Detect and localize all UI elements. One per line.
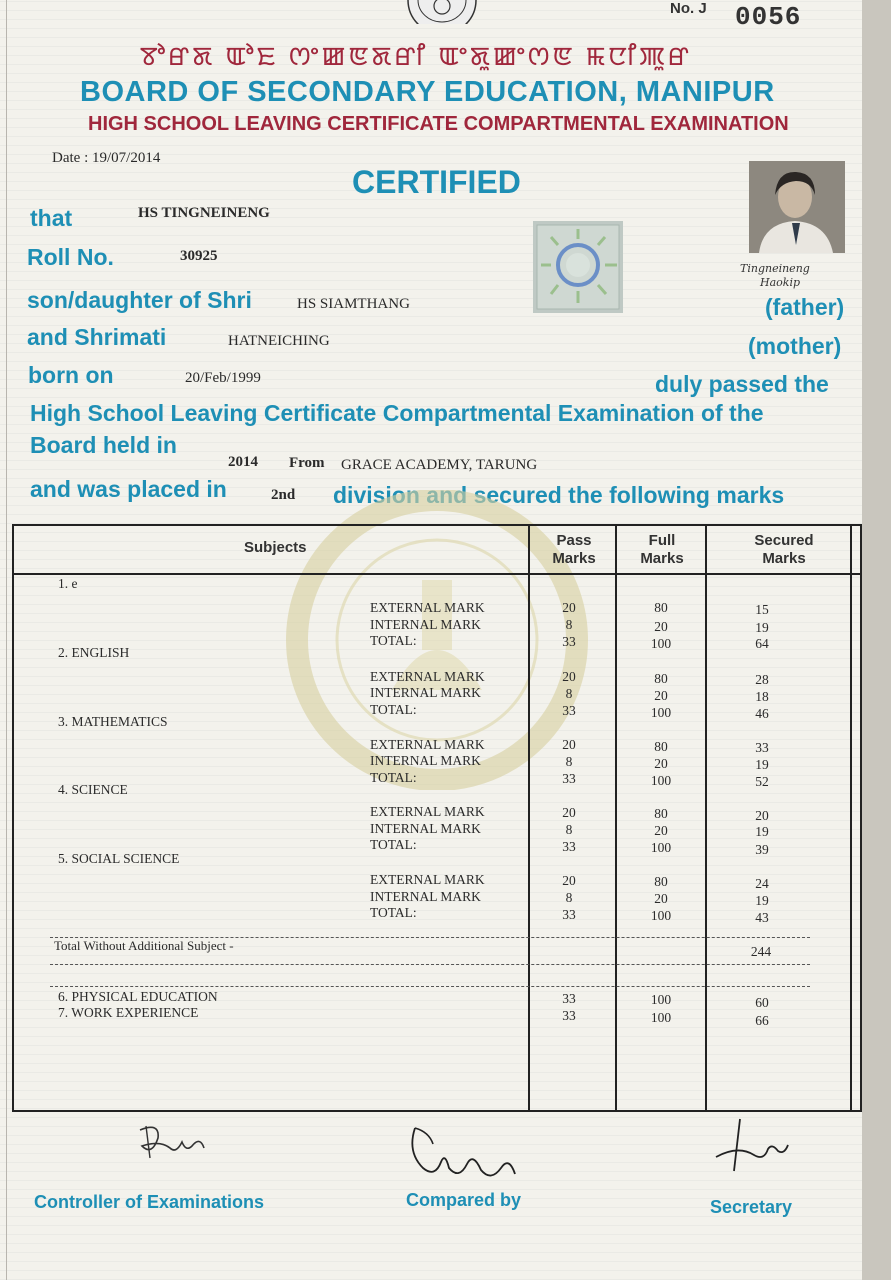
certificate-no-value: 0056 — [735, 2, 802, 32]
header-pass-line2: Marks — [552, 550, 596, 567]
full-mark: 20 — [654, 891, 668, 906]
mark-type-label: TOTAL: — [370, 633, 417, 648]
compared-by-label: Compared by — [406, 1190, 522, 1210]
mark-type-label: INTERNAL MARK — [370, 889, 481, 904]
secretary-label: Secretary — [710, 1197, 793, 1217]
photo-signature-1: Tingneineng — [740, 262, 810, 275]
pass-mark: 33 — [562, 634, 576, 649]
exam-subtitle: HIGH SCHOOL LEAVING CERTIFICATE COMPARTMENTAL EXAMINATION — [88, 113, 789, 135]
son-daughter-label: son/daughter of Shri — [27, 287, 252, 313]
mark-type-label: EXTERNAL MARK — [370, 669, 485, 684]
secured-mark: 46 — [755, 706, 769, 721]
table-divider — [850, 526, 852, 1110]
full-mark: 100 — [650, 705, 672, 720]
pass-mark: 8 — [565, 890, 573, 905]
father-label: (father) — [765, 294, 845, 320]
header-pass-line1: Pass — [556, 532, 592, 549]
date-of-birth: 20/Feb/1999 — [185, 370, 261, 386]
left-border — [6, 0, 7, 1280]
full-mark: 20 — [654, 688, 668, 703]
mark-type-label: EXTERNAL MARK — [370, 872, 485, 887]
issue-date: Date : 19/07/2014 — [52, 150, 161, 166]
pass-mark: 33 — [562, 771, 576, 786]
secured-mark: 19 — [755, 824, 769, 839]
full-mark: 100 — [650, 773, 672, 788]
full-mark: 100 — [650, 840, 672, 855]
exam-line: High School Leaving Certificate Compartmental Examination of the — [30, 400, 764, 426]
that-label: that — [30, 205, 73, 231]
header-secured-line2: Marks — [762, 550, 806, 567]
secured-mark: 24 — [755, 876, 769, 891]
born-on-label: born on — [28, 362, 114, 388]
secured-mark: 39 — [755, 842, 769, 857]
secured-mark: 52 — [755, 774, 769, 789]
subject-name: 3. MATHEMATICS — [58, 714, 168, 729]
pass-mark: 20 — [562, 737, 576, 752]
mark-type-label: EXTERNAL MARK — [370, 804, 485, 819]
pass-mark: 33 — [562, 991, 576, 1006]
header-full-marks — [632, 532, 692, 568]
secured-mark: 15 — [755, 602, 769, 617]
full-mark: 80 — [654, 806, 668, 821]
certified-heading: CERTIFIED — [352, 164, 521, 200]
placed-in-label: and was placed in — [30, 476, 227, 502]
full-mark: 80 — [654, 739, 668, 754]
comparer-signature — [405, 1122, 525, 1184]
secured-mark: 66 — [755, 1013, 769, 1028]
mark-type-label: INTERNAL MARK — [370, 821, 481, 836]
mark-type-label: INTERNAL MARK — [370, 685, 481, 700]
subject-name: 4. SCIENCE — [58, 782, 128, 797]
header-full-line1: Full — [648, 532, 676, 549]
father-name: HS SIAMTHANG — [297, 296, 410, 312]
board-logo-icon — [406, 0, 478, 24]
total-label: Total Without Additional Subject - — [54, 938, 234, 953]
roll-number: 30925 — [180, 248, 218, 264]
full-mark: 100 — [650, 908, 672, 923]
table-divider — [528, 526, 530, 1110]
subject-name: 1. e — [58, 576, 78, 591]
pass-mark: 20 — [562, 805, 576, 820]
full-mark: 80 — [654, 671, 668, 686]
student-photo-image — [749, 161, 845, 253]
division-label: division and secured the following marks — [333, 482, 785, 508]
pass-mark: 33 — [562, 839, 576, 854]
subject-name: 2. ENGLISH — [58, 645, 130, 660]
mark-type-label: INTERNAL MARK — [370, 753, 481, 768]
mother-label: (mother) — [748, 333, 842, 359]
table-divider — [705, 526, 707, 1110]
dashed-separator — [50, 964, 810, 965]
student-name: HS TINGNEINENG — [138, 205, 270, 221]
additional-subject: 7. WORK EXPERIENCE — [58, 1005, 199, 1020]
manipuri-title: ꯕꯣꯔꯗ ꯑꯣꯐ ꯁꯦꯀꯟꯗꯔꯤ ꯑꯦꯗꯨꯀꯦꯁꯟ ꯃꯅꯤꯄꯨꯔ — [140, 41, 693, 71]
secured-mark: 19 — [755, 757, 769, 772]
secured-mark: 20 — [755, 808, 769, 823]
paper-edge — [862, 0, 891, 1280]
full-mark: 100 — [650, 636, 672, 651]
marks-table — [12, 524, 862, 1112]
certificate-no-label: No. J — [670, 0, 707, 17]
full-mark: 100 — [650, 1010, 672, 1025]
hologram-sticker — [533, 221, 623, 313]
full-mark: 100 — [650, 992, 672, 1007]
exam-year: 2014 — [228, 454, 258, 470]
secured-mark: 64 — [755, 636, 769, 651]
duly-passed-label: duly passed the — [655, 371, 829, 397]
pass-mark: 20 — [562, 600, 576, 615]
secured-mark: 19 — [755, 620, 769, 635]
roll-label: Roll No. — [27, 244, 114, 270]
secured-mark: 43 — [755, 910, 769, 925]
subject-name: 5. SOCIAL SCIENCE — [58, 851, 180, 866]
school-name: GRACE ACADEMY, TARUNG — [341, 457, 538, 473]
photo-signature-2: Haokip — [760, 276, 800, 289]
header-full-line2: Marks — [640, 550, 684, 567]
pass-mark: 8 — [565, 617, 573, 632]
full-mark: 20 — [654, 619, 668, 634]
additional-subject: 6. PHYSICAL EDUCATION — [58, 989, 218, 1004]
mark-type-label: TOTAL: — [370, 770, 417, 785]
mark-type-label: TOTAL: — [370, 702, 417, 717]
total-value: 244 — [750, 944, 772, 959]
pass-mark: 33 — [562, 907, 576, 922]
board-title: BOARD OF SECONDARY EDUCATION, MANIPUR — [80, 76, 775, 108]
dashed-separator — [50, 986, 810, 987]
secured-mark: 60 — [755, 995, 769, 1010]
full-mark: 80 — [654, 600, 668, 615]
full-mark: 20 — [654, 823, 668, 838]
pass-mark: 8 — [565, 754, 573, 769]
from-label: From — [289, 455, 325, 471]
pass-mark: 20 — [562, 669, 576, 684]
header-pass-marks — [544, 532, 604, 568]
secured-mark: 28 — [755, 672, 769, 687]
mother-name: HATNEICHING — [228, 333, 330, 349]
secretary-signature — [710, 1115, 800, 1177]
header-secured-marks — [739, 532, 829, 568]
mark-type-label: EXTERNAL MARK — [370, 600, 485, 615]
division-value: 2nd — [271, 487, 296, 503]
shrimati-label: and Shrimati — [27, 324, 167, 350]
controller-label: Controller of Examinations — [34, 1192, 265, 1212]
mark-type-label: TOTAL: — [370, 837, 417, 852]
mark-type-label: TOTAL: — [370, 905, 417, 920]
pass-mark: 33 — [562, 1008, 576, 1023]
secured-mark: 33 — [755, 740, 769, 755]
pass-mark: 33 — [562, 703, 576, 718]
student-photo — [749, 161, 845, 253]
header-secured-line1: Secured — [754, 532, 814, 549]
mark-type-label: INTERNAL MARK — [370, 617, 481, 632]
full-mark: 20 — [654, 756, 668, 771]
pass-mark: 8 — [565, 822, 573, 837]
secured-mark: 19 — [755, 893, 769, 908]
pass-mark: 8 — [565, 686, 573, 701]
controller-signature — [130, 1118, 220, 1168]
held-in-label: Board held in — [30, 432, 177, 458]
table-header-row — [14, 526, 860, 575]
full-mark: 80 — [654, 874, 668, 889]
pass-mark: 20 — [562, 873, 576, 888]
mark-type-label: EXTERNAL MARK — [370, 737, 485, 752]
header-subjects: Subjects — [244, 539, 307, 556]
secured-mark: 18 — [755, 689, 769, 704]
table-divider — [615, 526, 617, 1110]
